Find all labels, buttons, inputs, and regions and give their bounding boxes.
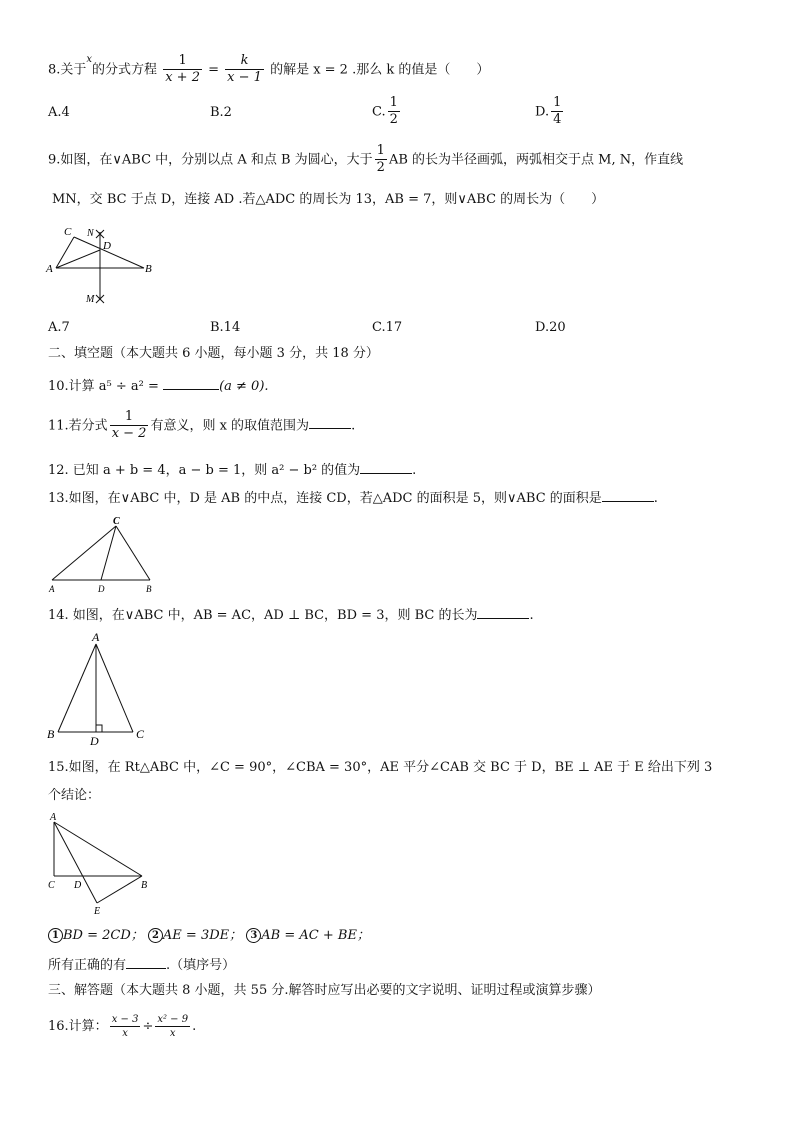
q9-line1-a: 9.如图，在∨ABC 中，分别以点 A 和点 B 为圆心，大于 [48,152,373,168]
q13-label-b: B [146,584,152,594]
q15-question [48,956,235,974]
q16-prefix: 16.计算： [48,1019,108,1034]
q14-text: 14. 如图，在∨ABC 中，AB = AC，AD ⊥ BC，BD = 3，则 BC 的长为 [48,608,478,623]
q8-var: x [86,54,93,65]
q9-figure [44,222,164,308]
q16-den-1: x [122,1028,128,1039]
q8-option-d-fraction [551,96,563,128]
q14-right-angle-mark [96,725,102,732]
q10 [48,377,269,395]
q9-side-ca [56,237,74,268]
q8-rhs-num: k [225,54,264,70]
q8-stem [48,54,489,86]
q8-rhs-fraction [225,54,264,86]
q15-conclusions [48,928,370,944]
q15-answer-blank[interactable] [126,956,166,969]
q8-option-a: A.4 [48,105,70,120]
q10-condition: (a ≠ 0). [219,379,269,394]
q13-answer-blank[interactable] [602,489,654,502]
q9-option-a: A.7 [48,320,70,335]
q14-label-a: A [92,630,100,644]
q14 [48,606,534,624]
q9-half-fraction [375,144,387,176]
q8-option-d [535,96,565,128]
q12-end: . [412,463,417,478]
q15-conclusion-3: AB = AC + BE； [261,928,370,943]
q9-label-a: A [46,263,53,275]
q16-num-1: x − 3 [111,1014,139,1025]
q8-lhs-num: 1 [163,54,202,70]
q11-prefix: 11.若分式 [48,418,108,434]
q8-lhs-fraction [163,54,202,86]
q15-mark-3: 3 [246,928,261,943]
q8-prefix: 8.关于 [48,62,87,78]
q16-end: . [192,1019,197,1034]
q15-label-c: C [48,880,55,891]
q9-option-b: B.14 [210,320,241,335]
q8-option-c-fraction [388,96,400,128]
q9-label-d: D [103,240,111,252]
q11 [48,410,355,442]
q15-label-e: E [94,906,101,917]
q8-mid: 的分式方程 [92,62,158,78]
q13-text: 13.如图，在∨ABC 中，D 是 AB 的中点，连接 CD，若△ADC 的面积是 5，则∨ABC 的面积是 [48,491,602,506]
q15-segment-be [97,876,142,903]
q14-side-ac [96,644,133,732]
q15-stem-line2: 个结论： [48,788,101,803]
q12-answer-blank[interactable] [360,461,412,474]
q16-num-2: x² − 9 [157,1014,189,1025]
q10-answer-blank[interactable] [163,377,219,390]
q9-label-b: B [145,263,152,275]
q11-suffix: 有意义，则 x 的取值范围为 [150,418,310,434]
q15-mark-2: 2 [148,928,163,943]
q16 [48,1014,196,1039]
q10-text: 10.计算 a⁵ ÷ a² = [48,379,159,394]
q9-label-n: N [87,228,94,239]
q8-option-d-num: 1 [551,96,563,112]
q8-option-c [372,96,402,128]
q13-side-ac [52,526,116,580]
q9-label-c: C [64,226,72,238]
q9-label-m: M [86,294,95,305]
q11-num: 1 [110,410,149,426]
q13-side-cb [116,526,150,580]
q14-answer-blank[interactable] [477,606,529,619]
q8-rhs-den: x − 1 [227,70,262,86]
q15-side-ab [54,822,142,876]
q15-label-d: D [74,880,82,891]
q14-label-c: C [136,727,145,741]
q8-option-c-den: 2 [389,112,398,128]
q13-label-d: D [98,584,105,594]
q9-stem-line2: MN，交 BC 于点 D，连接 AD .若△ADC 的周长为 13，AB = 7，则∨ABC 的周长为（ ） [52,192,605,207]
q16-den-2: x [169,1028,176,1039]
q13-segment-cd [101,526,116,580]
q8-option-b: B.2 [210,105,232,120]
q14-figure [44,628,164,750]
q8-option-d-label: D. [535,104,550,120]
q11-den: x − 2 [111,426,147,442]
q14-label-d: D [90,734,99,748]
q15-label-b: B [141,880,148,891]
q9-half-num: 1 [375,144,387,160]
q9-option-d: D.20 [535,320,566,335]
q9-option-c: C.17 [372,320,403,335]
q13-figure [44,514,164,596]
q13-label-a: A [49,584,55,594]
q12-text: 12. 已知 a + b = 4，a − b = 1，则 a² − b² 的值为 [48,463,361,478]
q11-answer-blank[interactable] [309,416,351,429]
q15-stem-line1: 15.如图，在 Rt△ABC 中，∠C = 90°，∠CBA = 30°，AE 平分∠CAB 交 BC 于 D，BE ⊥ AE 于 E 给出下列 3 [48,760,713,775]
q8-lhs-den: x + 2 [165,70,200,86]
q8-option-d-den: 4 [553,112,562,128]
q13-end: . [653,491,658,506]
q8-option-c-num: 1 [388,96,400,112]
q16-fraction-1 [110,1014,141,1039]
q11-end: . [351,418,356,434]
q16-operator: ÷ [142,1019,154,1034]
q9-half-den: 2 [376,160,385,176]
q9-line1-b: AB 的长为半径画弧，两弧相交于点 M, N，作直线 [388,152,684,168]
q15-ask-end: .（填序号） [166,958,236,973]
q12 [48,461,416,479]
q15-ask: 所有正确的有 [48,958,127,973]
section-3-heading: 三、解答题（本大题共 8 小题，共 55 分.解答时应写出必要的文字说明、证明过程或演算步骤） [48,983,601,998]
q13-label-c: C [113,516,120,527]
section-2-heading: 二、填空题（本大题共 6 小题，每小题 3 分，共 18 分） [48,346,379,361]
q8-eq: = [208,62,220,78]
q9-segment-ad [56,250,100,268]
q11-fraction [110,410,149,442]
q14-label-b: B [47,727,55,741]
q15-conclusion-1: BD = 2CD； [63,928,144,943]
q8-suffix: 的解是 x = 2 .那么 k 的值是（ ） [270,62,490,78]
q8-option-c-label: C. [372,104,386,120]
q13 [48,489,658,507]
q15-conclusion-2: AE = 3DE； [162,928,243,943]
q9-stem-line1 [48,144,683,176]
q14-side-ab [58,644,96,732]
q16-fraction-2 [155,1014,190,1039]
q15-label-a: A [50,812,57,823]
q15-figure [44,810,164,920]
q15-mark-1: 1 [48,928,63,943]
q14-end: . [529,608,534,623]
